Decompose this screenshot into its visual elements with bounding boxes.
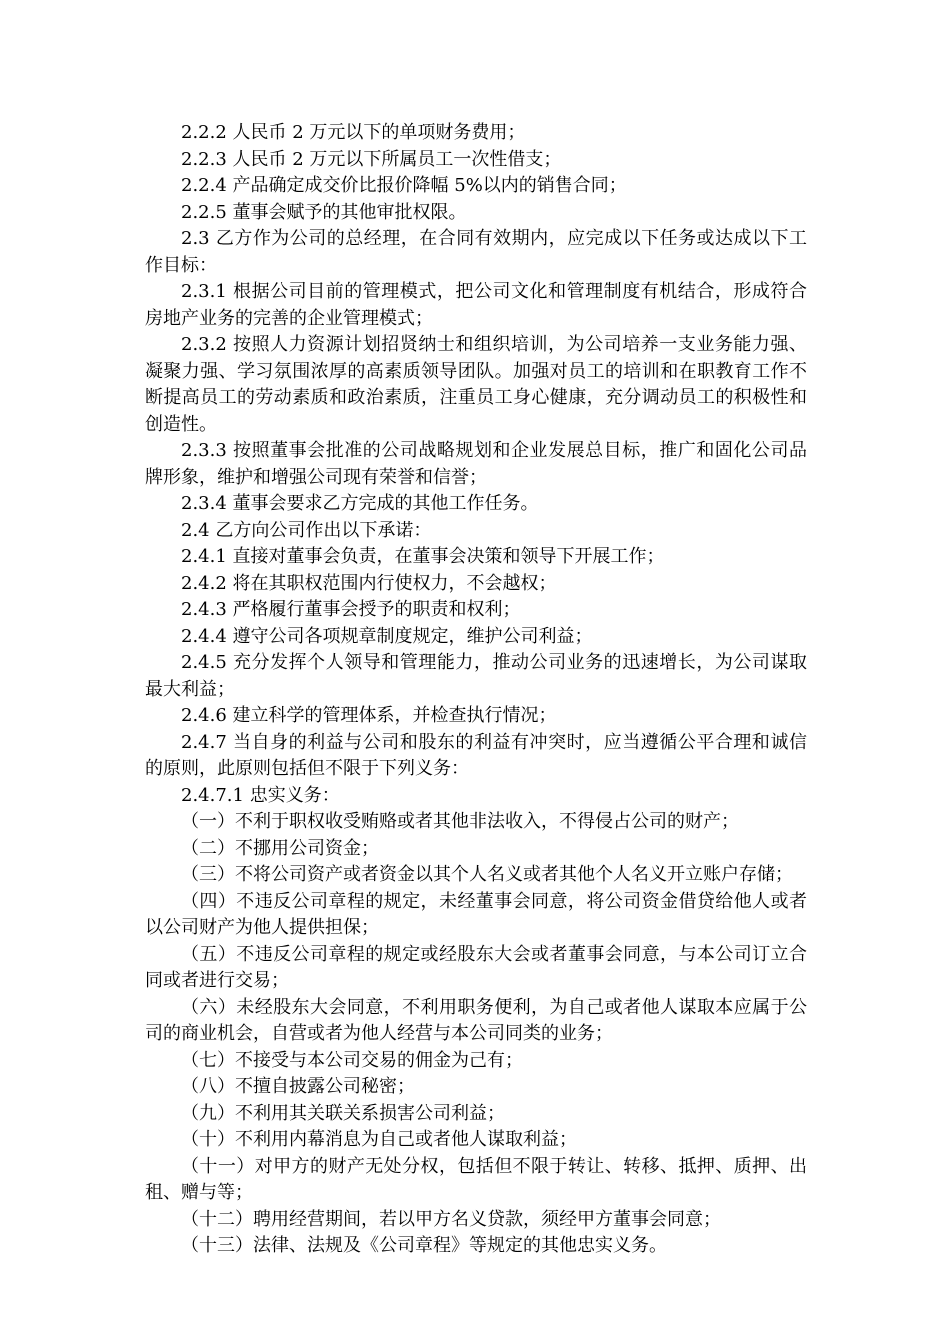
document-paragraph: 2.4.2 将在其职权范围内行使权力，不会越权； [181,572,557,594]
document-body [145,120,807,1260]
document-paragraph: （四）不违反公司章程的规定，未经董事会同意，将公司资金借贷给他人或者以公司财产为他人提供担保； [145,890,807,938]
document-paragraph: （三）不将公司资产或者资金以其个人名义或者其他个人名义开立账户存储； [181,864,793,885]
document-paragraph: 2.4.7 当自身的利益与公司和股东的利益有冲突时，应当遵循公平合理和诚信的原则，此原则包括但不限于下列义务： [145,731,807,779]
document-paragraph: 2.3 乙方作为公司的总经理，在合同有效期内，应完成以下任务或达成以下工作目标： [145,228,807,276]
document-paragraph: 2.4.4 遵守公司各项规章制度规定，维护公司利益； [181,625,593,647]
document-paragraph: 2.2.3 人民币 2 万元以下所属员工一次性借支； [181,148,562,170]
document-paragraph: （八）不擅自披露公司秘密； [181,1076,415,1097]
document-paragraph: 2.3.2 按照人力资源计划招贤纳士和组织培训，为公司培养一支业务能力强、凝聚力强、学习氛围浓厚的高素质领导团队。加强对员工的培训和在职教育工作不断提高员工的劳动素质和政治素质，注重员工身心健康，充分调动员工的积极性和创造性。 [145,334,807,435]
document-paragraph: 2.4.5 充分发挥个人领导和管理能力，推动公司业务的迅速增长，为公司谋取最大利益； [145,652,807,700]
document-paragraph: （十二）聘用经营期间，若以甲方名义贷款，须经甲方董事会同意； [181,1208,721,1230]
document-paragraph: 2.4.3 严格履行董事会授予的职责和权利； [181,599,521,620]
document-paragraph: （五）不违反公司章程的规定或经股东大会或者董事会同意，与本公司订立合同或者进行交易； [145,943,807,991]
document-paragraph: 2.4 乙方向公司作出以下承诺： [181,519,432,541]
document-paragraph: （七）不接受与本公司交易的佣金为己有； [181,1049,523,1071]
document-paragraph: （六）未经股东大会同意，不利用职务便利，为自己或者他人谋取本应属于公司的商业机会，自营或者为他人经营与本公司同类的业务； [145,996,807,1044]
document-paragraph: （二）不挪用公司资金； [181,837,379,859]
document-paragraph: 2.4.6 建立科学的管理体系，并检查执行情况； [181,705,557,726]
document-paragraph: 2.3.4 董事会要求乙方完成的其他工作任务。 [181,493,539,514]
document-paragraph: （十一）对甲方的财产无处分权，包括但不限于转让、转移、抵押、质押、出租、赠与等； [145,1155,807,1203]
document-paragraph: （九）不利用其关联关系损害公司利益； [181,1102,505,1124]
document-paragraph: （十）不利用内幕消息为自己或者他人谋取利益； [181,1129,577,1150]
document-paragraph: 2.2.2 人民币 2 万元以下的单项财务费用； [181,122,526,143]
document-paragraph: （一）不利于职权收受贿赂或者其他非法收入，不得侵占公司的财产； [181,811,739,832]
document-paragraph: 2.3.1 根据公司目前的管理模式，把公司文化和管理制度有机结合，形成符合房地产业务的完善的企业管理模式； [145,281,807,329]
document-paragraph: 2.3.3 按照董事会批准的公司战略规划和企业发展总目标，推广和固化公司品牌形象，维护和增强公司现有荣誉和信誉； [145,440,807,488]
document-paragraph: 2.2.4 产品确定成交价比报价降幅 5%以内的销售合同； [181,175,627,196]
document-paragraph: 2.4.7.1 忠实义务： [181,784,340,806]
document-paragraph: （十三）法律、法规及《公司章程》等规定的其他忠实义务。 [181,1235,667,1256]
document-paragraph: 2.2.5 董事会赋予的其他审批权限。 [181,201,467,223]
document-paragraph: 2.4.1 直接对董事会负责，在董事会决策和领导下开展工作； [181,546,665,567]
